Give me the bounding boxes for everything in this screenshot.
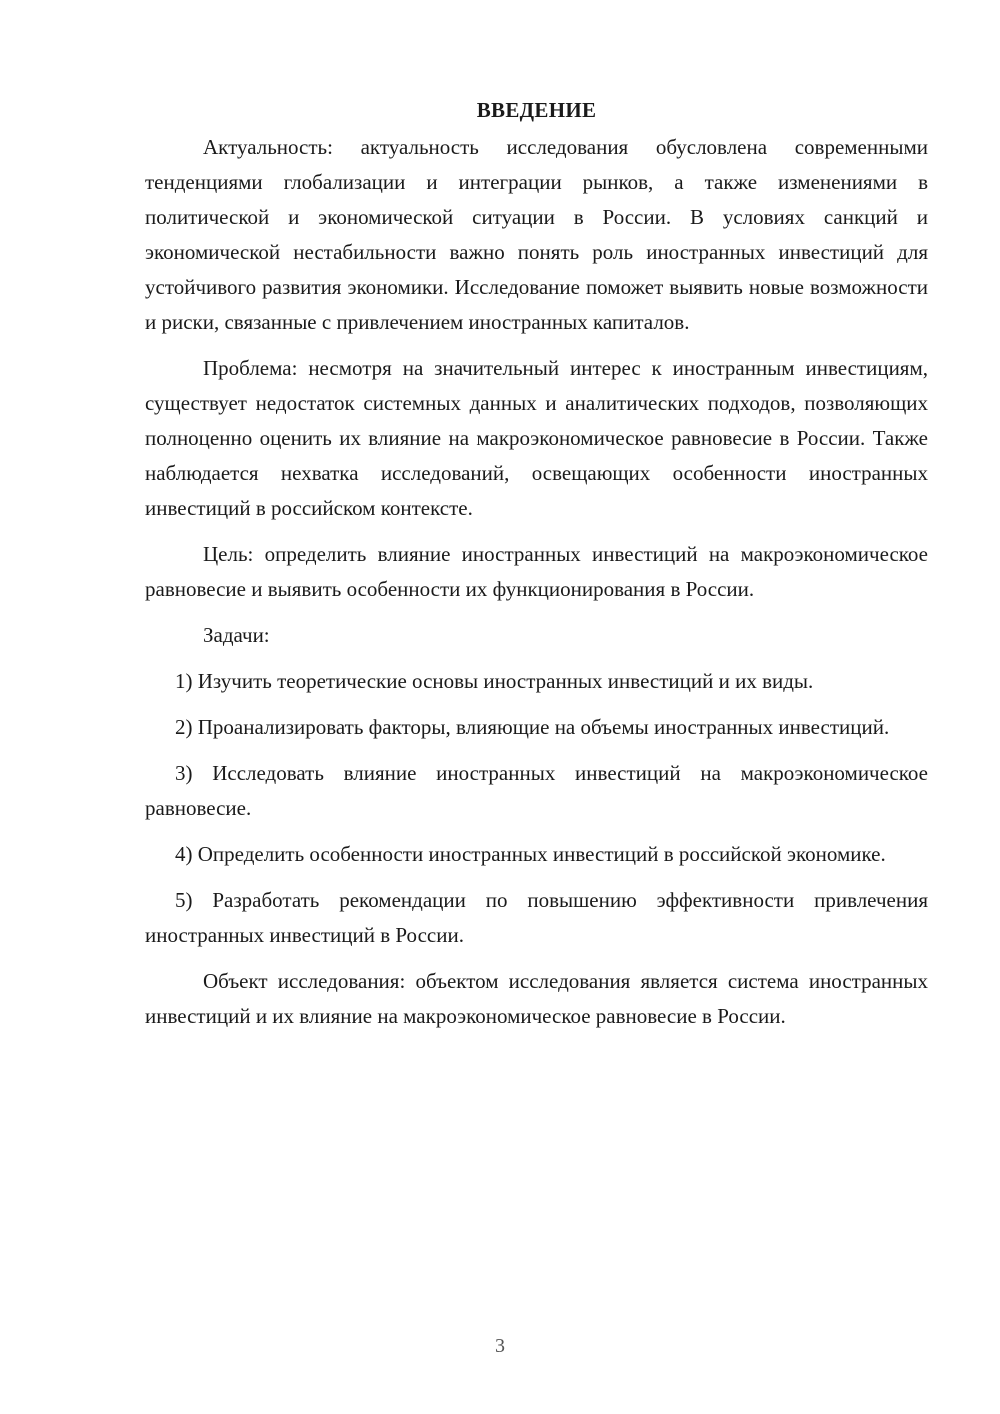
- tasks-heading: Задачи:: [203, 623, 270, 647]
- task-item-4: 4) Определить особенности иностранных инвестиций в российской экономике.: [175, 842, 886, 866]
- task-item-5: 5) Разработать рекомендации по повышению эффективности привлечения иностранных инвестиций в России.: [145, 888, 928, 947]
- problem-paragraph: Проблема: несмотря на значительный интерес к иностранным инвестициям, существует недостаток системных данных и аналитических подходов, позволяющих полноценно оценить их влияние на макроэкономическое равновесие в России. Также наблюдается нехватка исследований, освещающих особенности иностранных инвестиций в российском контексте.: [145, 356, 928, 520]
- task-item-2: 2) Проанализировать факторы, влияющие на объемы иностранных инвестиций.: [175, 715, 890, 739]
- page-content: [145, 93, 928, 1045]
- task-item-1: 1) Изучить теоретические основы иностранных инвестиций и их виды.: [175, 669, 814, 693]
- relevance-paragraph: Актуальность: актуальность исследования обусловлена современными тенденциями глобализации и интеграции рынков, а также изменениями в политической и экономической ситуации в России. В условиях санкций и экономической нестабильности важно понять роль иностранных инвестиций для устойчивого развития экономики. Исследование поможет выявить новые возможности и риски, связанные с привлечением иностранных капиталов.: [145, 135, 928, 334]
- page-number: 3: [495, 1335, 505, 1357]
- goal-paragraph: Цель: определить влияние иностранных инвестиций на макроэкономическое равновесие и выявить особенности их функционирования в России.: [145, 542, 928, 601]
- section-title: ВВЕДЕНИЕ: [476, 98, 597, 122]
- task-item-3: 3) Исследовать влияние иностранных инвестиций на макроэкономическое равновесие.: [145, 761, 928, 820]
- object-paragraph: Объект исследования: объектом исследования является система иностранных инвестиций и их влияние на макроэкономическое равновесие в России.: [145, 969, 928, 1028]
